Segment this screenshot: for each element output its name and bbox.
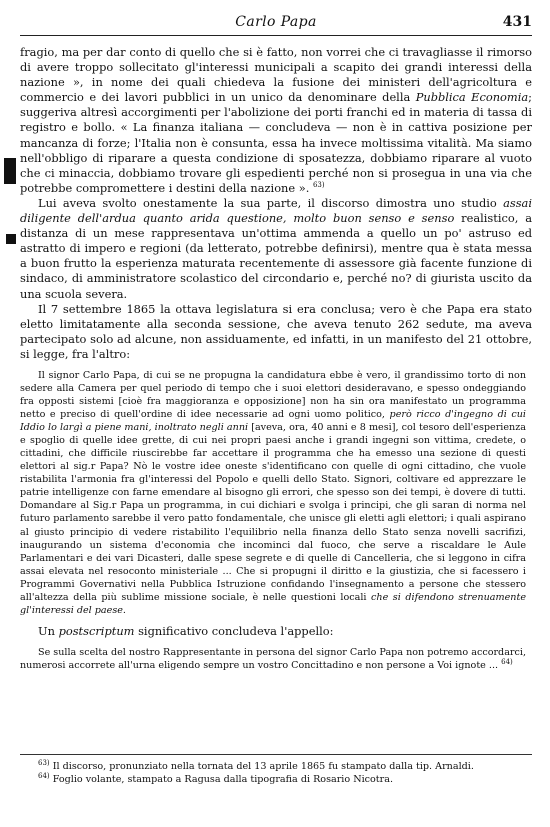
footnote [20,760,532,773]
page-number: 431 [502,14,532,30]
page-header [20,14,532,34]
paragraph [20,302,532,362]
italic-text: però ricco d'ingegno di cui Iddio lo largì a piene mani, inoltrato negli anni [20,409,526,434]
footnotes [20,754,532,786]
text-run: significativo concludeva l'appello: [134,623,334,638]
text-run: ; suggeriva altresì accorgimenti per l'abolizione dei porti franchi ed in materia di tassa di registro e bollo. « La finanza italiana — concludeva — non è in cattiva posizione per mancanza di forze; l'Italia non è consunta, essa ha invece moltissima vitalità. Ma siamo nell'obbligo di riparare a questa condizione di sposatezza, dobbiamo riparare al vuoto che ci minaccia, dobbiamo trovare gli espedienti perché non si prosegua in una via che potrebbe compromettere i destini della nazione ». [20,90,532,195]
italic-text: Pubblica Economia [415,90,529,105]
margin-mark [6,234,16,244]
header-rule [20,35,532,36]
text-run: Il 7 settembre 1865 la ottava legislatura si era conclusa; vero è che Papa era stato eletto limitatamente alla seconda sessione, che aveva tenuto 262 sedute, ma aveva partecipato solo ad alcune, non assiduamente, ed infatti, in un manifesto del 21 ottobre, si legge, fra l'altro: [20,301,532,361]
text-run: Il signor Carlo Papa, di cui se ne propugna la candidatura ebbe è vero, il grandissimo torto di non sedere alla Camera per quel periodo di tempo che i suoi elettori desideravano, e spesso ondeggiando fra opposti sistemi [cioè fra maggioranza e opposizione] non ha sin ora manifestato un programma netto e preciso di quell'ordine di idee necessarie ad ogni uomo politico, [20,369,526,421]
footnote [20,773,532,786]
footnote-text: Foglio volante, stampato a Ragusa dalla tipografia di Rosario Nicotra. [52,774,394,785]
footnote-number: 64) [38,771,50,780]
footnote-number: 63) [38,758,50,767]
italic-text: che si difendono strenuamente gl'interessi del paese. [20,591,526,616]
text-run: [aveva, ora, 40 anni e 8 mesi], col tesoro dell'esperienza e spoglio di quelle idee grette, di cui nei propri paesi anche i grandi ingegni son vittima, credete, o cittadini, che difficile riuscirebbe far accettare il programma che ha emesso una sezione di questi elettori al sig.r Papa? Nò le vostre idee oneste s'identificano con quelle di ogni cittadino, che vuole ristabilita l'armonia fra gl'interessi del Popolo e quelli dello Stato. Signori, coltivare ed apprezzare le patrie intelligenze con farne emendare al bisogno gli errori, che spesso son dei tempi, è dovere di tutti. Domandare al Sig.r Papa un programma, in cui dichiari e svolga i principi, che gli saran di norma nel futuro parlamento sarebbe il vero patto fondamentale, che unisce gli eletti agli elettori; i quali aspirano al giusto principio di vedere ristabilito l'equilibrio nella finanza dello Stato senza novelli sacrifizi, inaugurando un sistema d'economia che incominci dal fuoco, che serve a riscaldare le Aule Parlamentari e dei vari Dicasteri, dalle spese segrete e di quelle di Cancelleria, che si leggono in cifra assai elevata nel resoconto ministeriale ... Che si propugni il diritto e la giustizia, che si facessero i Programmi Governativi nella Pubblica Istruzione confidando l'insegnamento a persone che stessero all'altezza della più sublime missione sociale, è nelle questioni locali [20,422,526,603]
appeal-quote [20,646,526,672]
margin-mark [4,158,16,184]
italic-text: postscriptum [58,623,135,638]
footnote-ref: 64) [501,657,513,666]
paragraph [20,45,532,196]
block-quote [20,369,526,617]
text-run: Lui aveva svolto onestamente la sua parte, il discorso dimostra uno studio [38,195,504,210]
paragraph [20,196,532,302]
text-run: fragio, ma per dar conto di quello che si è fatto, non vorrei che ci travagliasse il rimorso di avere troppo sollecitato gl'interessi municipali a scapito dei grandi interessi della nazione », in nome dei quali chiedeva la fusione dei ministeri dell'agricoltura e commercio e dei lavori pubblici in un unico da denominare della [20,45,532,105]
footnote-ref: 63) [312,181,325,190]
postscript-intro [20,624,532,639]
italic-text: assai diligente dell'ardua quanto arida questione, molto buon senso e senso [20,195,532,226]
text-run: Se sulla scelta del nostro Rappresentante in persona del signor Carlo Papa non potremo accordarci, numerosi accorrete all'urna eligendo sempre un vostro Concittadino e non persone a Voi ignote ... [20,646,526,672]
text-run: realistico, a distanza di un mese rappresentava un'ottima ammenda a quello un po' astruso ed astratto di impero e regioni (da letterato, potrebbe definirsi), mentre qua è stata messa a buon frutto la esperienza maturata recentemente di assessore già facente funzione di sindaco, di amministratore scolastico del circondario e, perché no? di giurista uscito da una scuola severa. [20,211,532,301]
footnote-rule [20,754,532,755]
body-text [20,45,532,672]
running-head: Carlo Papa [235,14,317,30]
text-run: Un [38,623,59,638]
footnote-text: Il discorso, pronunziato nella tornata del 13 aprile 1865 fu stampato dalla tip. Arnaldi. [52,761,474,772]
